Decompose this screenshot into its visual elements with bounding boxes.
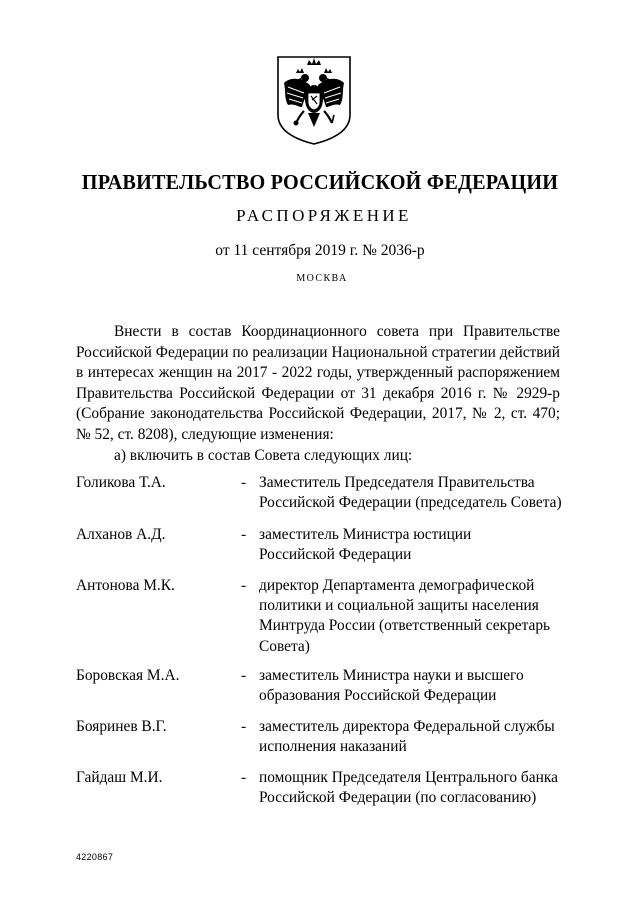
member-role [259,717,579,757]
order-paragraph [76,322,560,466]
member-name: Бояринев В.Г. [76,718,167,735]
member-role-line: Российской Федерации (по согласованию) [259,789,537,807]
member-dash: - [241,718,247,735]
member-role-line: Совета) [259,637,310,655]
member-role-line: Российской Федерации (председатель Совета) [259,494,562,512]
member-role-line: образования Российской Федерации [259,687,497,705]
member-dash: - [241,526,247,543]
document-city: МОСКВА [296,273,348,284]
member-role [259,576,579,657]
member-role-line: исполнения наказаний [259,738,407,756]
member-role-line: Минтруда России (ответственный секретарь [259,617,551,635]
member-name: Боровская М.А. [76,667,180,684]
paragraph-line: Российской Федерации по реализации Национальной стратегии действий [76,343,560,361]
member-role-line: помощник Председателя Центрального банка [259,769,558,786]
member-role [259,666,579,706]
member-name: Голикова Т.А. [76,474,166,491]
member-role-line: Российской Федерации [259,546,412,564]
paragraph-line: (Собрание законодательства Российской Федерации, 2017, № 2, ст. 470; [76,405,560,423]
member-role [259,768,579,808]
member-role-line: директор Департамента демографической [259,577,535,594]
paragraph-line: в интересах женщин на 2017 - 2022 годы, утвержденный распоряжением [76,364,560,382]
russian-coat-of-arms-icon [274,53,354,147]
member-role [259,473,579,513]
member-dash: - [241,769,247,786]
document-date-number: от 11 сентября 2019 г. № 2036-р [215,242,425,259]
member-name: Гайдаш М.И. [76,769,163,786]
member-dash: - [241,577,247,594]
member-role [259,525,579,565]
document-type: РАСПОРЯЖЕНИЕ [236,206,412,225]
paragraph-line: № 52, ст. 8208), следующие изменения: [76,425,334,443]
member-role-line: заместитель Министра науки и высшего [259,667,524,684]
member-role-line: заместитель Министра юстиции [259,526,472,543]
paragraph-line: Правительства Российской Федерации от 31 декабря 2016 г. № 2929-р [76,384,560,402]
member-role-line: Заместитель Председателя Правительства [259,474,535,491]
paragraph-line: Внести в состав Координационного совета при Правительстве [114,323,560,340]
member-role-line: политики и социальной защиты населения [259,597,539,615]
member-name: Антонова М.К. [76,577,175,594]
member-dash: - [241,474,247,491]
item-a: а) включить в состав Совета следующих лиц: [114,446,413,464]
member-name: Алханов А.Д. [76,526,166,543]
document-code: 4220867 [76,852,114,862]
government-title: ПРАВИТЕЛЬСТВО РОССИЙСКОЙ ФЕДЕРАЦИИ [81,170,559,194]
member-dash: - [241,667,247,684]
member-role-line: заместитель директора Федеральной службы [259,718,555,735]
